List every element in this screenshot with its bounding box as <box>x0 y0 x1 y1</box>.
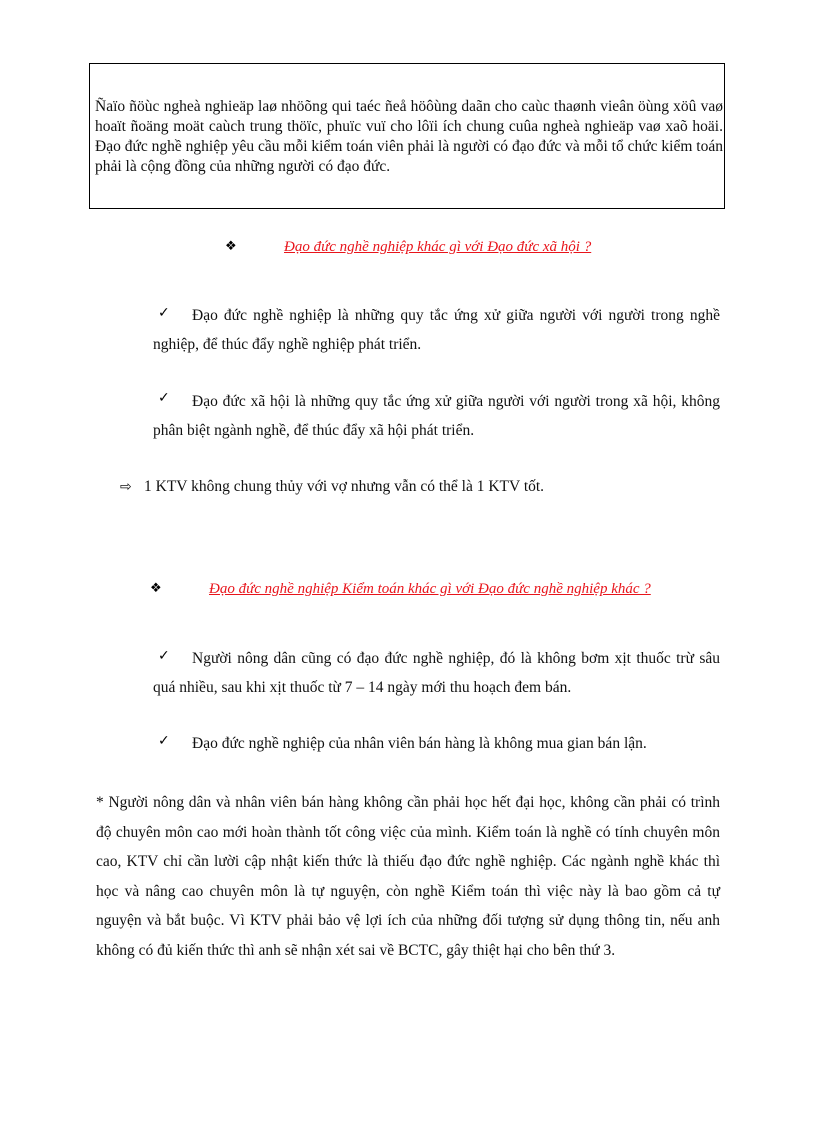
intro-text: Ñaïo ñöùc ngheà nghieäp laø nhöõng qui taéc ñeå höôùng daãn cho caùc thaønh vieân öùng xöû vaø hoaït ñoäng moät caùch trung thöïc, phuïc vuï cho lôïi ích chung cuûa ngheà nghieäp vaø xaõ hoäi. Đạo đức nghề nghiệp yêu cầu mỗi kiểm toán viên phải là người có đạo đức và mỗi tổ chức kiểm toán phải là cộng đồng của những người có đạo đức. <box>95 98 723 175</box>
explanation-paragraph: * Người nông dân và nhân viên bán hàng không cần phải học hết đại học, không cần phải có trình độ chuyên môn cao mới hoàn thành tốt công việc của mình. Kiểm toán là nghề có tính chuyên môn cao, KTV chỉ cần lười cập nhật kiến thức là thiếu đạo đức nghề nghiệp. Các ngành nghề khác thì học và nâng cao chuyên môn là tự nguyện, còn nghề Kiểm toán thì việc này là bao gồm cả tự nguyện và bắt buộc. Vì KTV phải bảo vệ lợi ích của những đối tượng sử dụng thông tin, nếu anh không có đủ kiến thức thì anh sẽ nhận xét sai về BCTC, gây thiệt hại cho bên thứ 3. <box>96 794 720 959</box>
conclusion-text: 1 KTV không chung thủy với vợ nhưng vẫn có thể là 1 KTV tốt. <box>144 478 545 495</box>
section-heading-audit-ethics: Đạo đức nghề nghiệp Kiểm toán khác gì với Đạo đức nghề nghiệp khác ? <box>209 581 651 597</box>
check-icon: ✓ <box>158 733 170 749</box>
list-item: Người nông dân cũng có đạo đức nghề nghiệp, đó là không bơm xịt thuốc trừ sâu quá nhiều, sau khi xịt thuốc từ 7 – 14 ngày mới thu hoạch đem bán. <box>153 650 720 696</box>
section-heading-social-ethics: Đạo đức nghề nghiệp khác gì với Đạo đức xã hội ? <box>284 239 592 255</box>
check-icon: ✓ <box>158 390 170 406</box>
check-icon: ✓ <box>158 305 170 321</box>
diamond-bullet-icon: ❖ <box>150 581 162 596</box>
list-item: Đạo đức nghề nghiệp là những quy tắc ứng xử giữa người với người trong nghề nghiệp, để thúc đẩy nghề nghiệp phát triển. <box>153 307 720 353</box>
list-item: Đạo đức nghề nghiệp của nhân viên bán hàng là không mua gian bán lận. <box>192 735 647 752</box>
check-icon: ✓ <box>158 648 170 664</box>
list-item: Đạo đức xã hội là những quy tắc ứng xử giữa người với người trong xã hội, không phân biệt ngành nghề, để thúc đẩy xã hội phát triển. <box>153 393 720 439</box>
arrow-right-icon: ⇨ <box>120 479 132 495</box>
diamond-bullet-icon: ❖ <box>225 239 237 254</box>
intro-box <box>89 63 725 209</box>
